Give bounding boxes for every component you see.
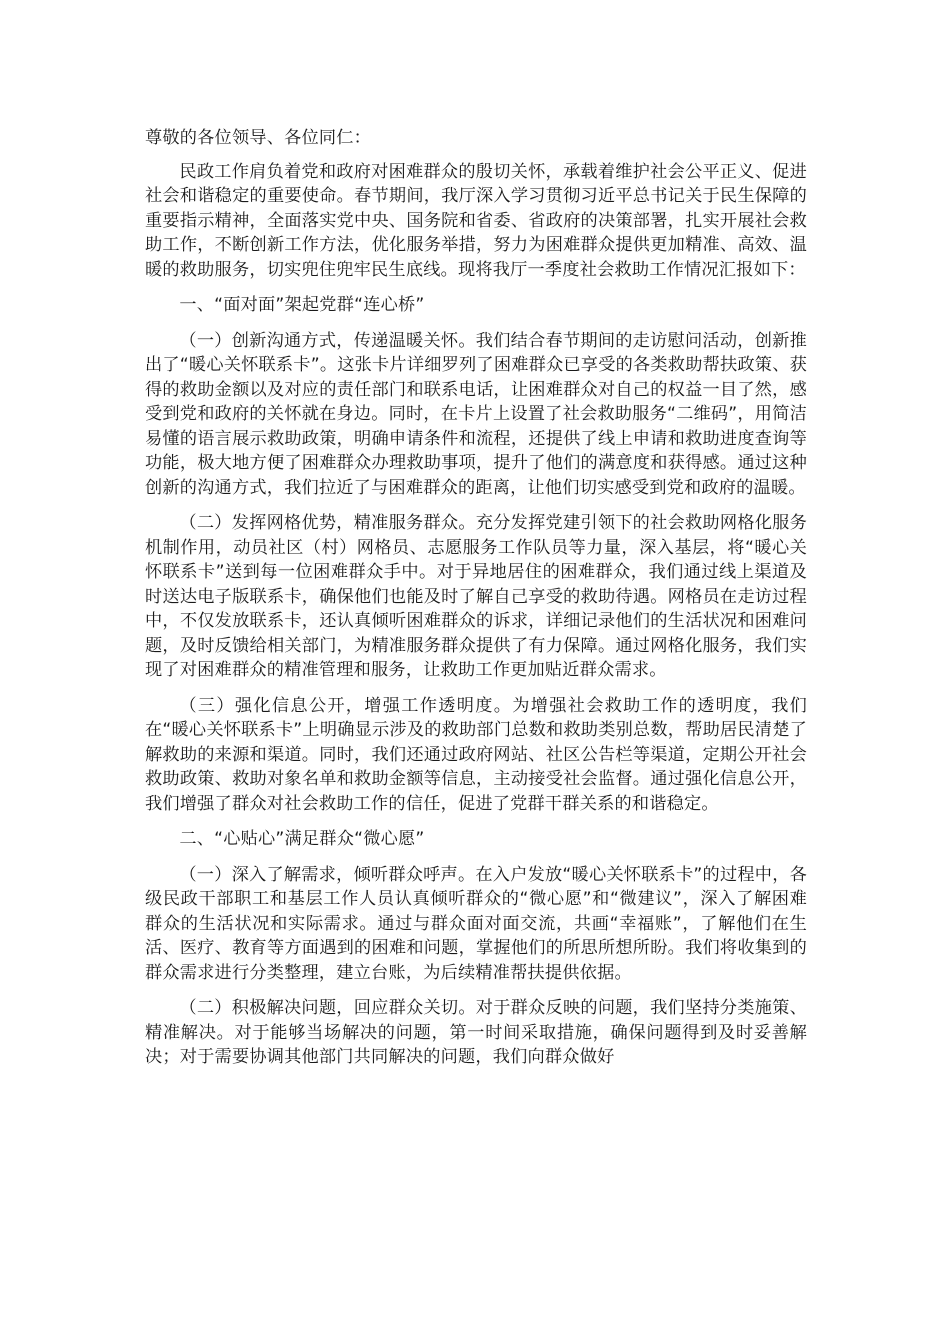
document-body [145, 126, 807, 1081]
intro-paragraph: 民政工作肩负着党和政府对困难群众的殷切关怀，承载着维护社会公平正义、促进社会和谐稳定的重要使命。春节期间，我厅深入学习贯彻习近平总书记关于民生保障的重要指示精神，全面落实党中央、国务院和省委、省政府的决策部署，扎实开展社会救助工作，不断创新工作方法，优化服务举措，努力为困难群众提供更加精准、高效、温暖的救助服务，切实兜住兜牢民生底线。现将我厅一季度社会救助工作情况汇报如下： [145, 161, 807, 280]
salutation: 尊敬的各位领导、各位同仁： [145, 128, 372, 148]
paragraph-2-2: （二）积极解决问题，回应群众关切。对于群众反映的问题，我们坚持分类施策、精准解决。对于能够当场解决的问题，第一时间采取措施，确保问题得到及时妥善解决；对于需要协调其他部门共同解决的问题，我们向群众做好 [145, 998, 807, 1067]
section-heading-2: 二、“心贴心”满足群众“微心愿” [179, 829, 425, 849]
paragraph-1-2: （二）发挥网格优势，精准服务群众。充分发挥党建引领下的社会救助网格化服务机制作用，动员社区（村）网格员、志愿服务工作队员等力量，深入基层，将“暖心关怀联系卡”送到每一位困难群众手中。对于异地居住的困难群众，我们通过线上渠道及时送达电子版联系卡，确保他们也能及时了解自己享受的救助待遇。网格员在走访过程中，不仅发放联系卡，还认真倾听困难群众的诉求，详细记录他们的生活状况和困难问题，及时反馈给相关部门，为精准服务群众提供了有力保障。通过网格化服务，我们实现了对困难群众的精准管理和服务，让救助工作更加贴近群众需求。 [145, 513, 807, 680]
paragraph-1-3: （三）强化信息公开，增强工作透明度。为增强社会救助工作的透明度，我们在“暖心关怀联系卡”上明确显示涉及的救助部门总数和救助类别总数，帮助居民清楚了解救助的来源和渠道。同时，我们还通过政府网站、社区公告栏等渠道，定期公开社会救助政策、救助对象名单和救助金额等信息，主动接受社会监督。通过强化信息公开，我们增强了群众对社会救助工作的信任，促进了党群干群关系的和谐稳定。 [145, 695, 807, 814]
paragraph-1-1: （一）创新沟通方式，传递温暖关怀。我们结合春节期间的走访慰问活动，创新推出了“暖心关怀联系卡”。这张卡片详细罗列了困难群众已享受的各类救助帮扶政策、获得的救助金额以及对应的责任部门和联系电话，让困难群众对自己的权益一目了然，感受到党和政府的关怀就在身边。同时，在卡片上设置了社会救助服务“二维码”，用简洁易懂的语言展示救助政策，明确申请条件和流程，还提供了线上申请和救助进度查询等功能，极大地方便了困难群众办理救助事项，提升了他们的满意度和获得感。通过这种创新的沟通方式，我们拉近了与困难群众的距离，让他们切实感受到党和政府的温暖。 [145, 330, 807, 498]
paragraph-2-1: （一）深入了解需求，倾听群众呼声。在入户发放“暖心关怀联系卡”的过程中，各级民政干部职工和基层工作人员认真倾听群众的“微心愿”和“微建议”，深入了解困难群众的生活状况和实际需求。通过与群众面对面交流，共画“幸福账”，了解他们在生活、医疗、教育等方面遇到的困难和问题，掌握他们的所思所想所盼。我们将收集到的群众需求进行分类整理，建立台账，为后续精准帮扶提供依据。 [145, 864, 807, 983]
section-heading-1: 一、“面对面”架起党群“连心桥” [179, 295, 425, 315]
